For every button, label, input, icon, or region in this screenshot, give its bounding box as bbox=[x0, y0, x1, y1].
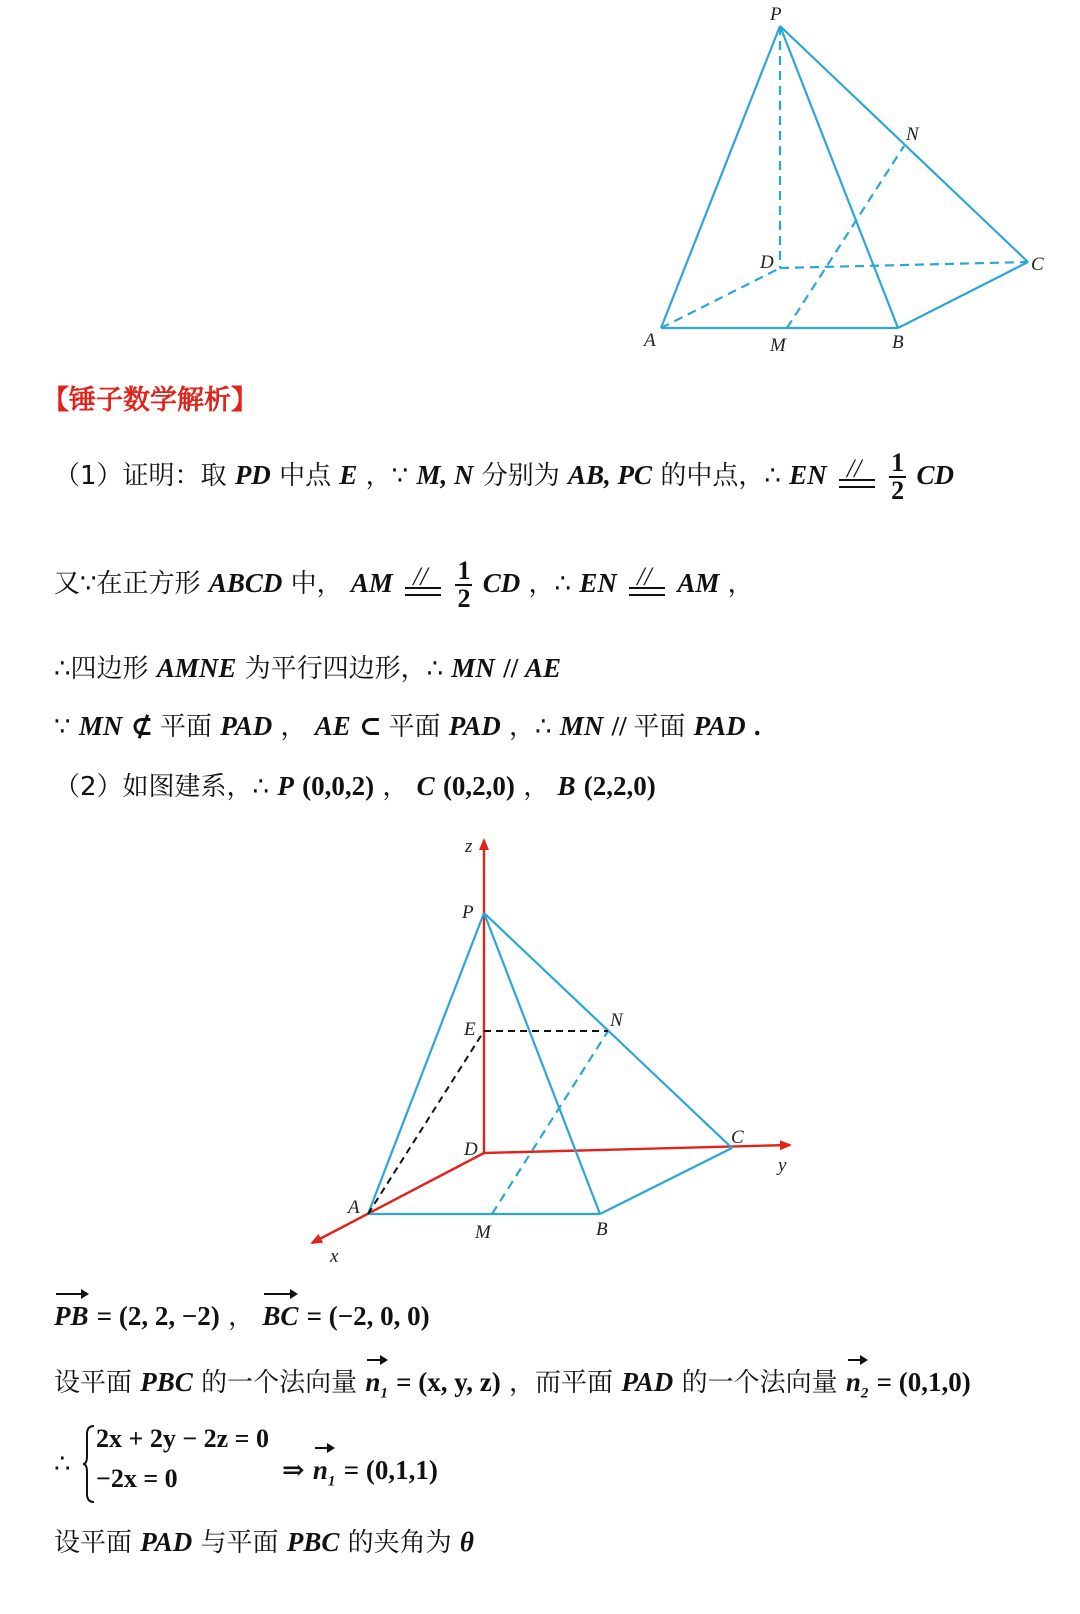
x-axis bbox=[312, 1153, 484, 1243]
equation-2: −2x = 0 bbox=[96, 1464, 178, 1493]
label-m: M bbox=[475, 1222, 491, 1243]
proof-line-3: ∴四边形 AMNE 为平行四边形，∴ MN // AE bbox=[54, 653, 561, 684]
label-c: C bbox=[1031, 254, 1044, 275]
vector-bc: BC bbox=[262, 1290, 298, 1336]
label-n: N bbox=[610, 1010, 623, 1031]
section-heading: 【锤子数学解析】 bbox=[42, 385, 258, 416]
pyramid-edges bbox=[661, 26, 1028, 328]
label-x: x bbox=[330, 1246, 339, 1267]
edge-pa bbox=[661, 26, 780, 328]
label-p: P bbox=[462, 902, 474, 923]
label-c: C bbox=[731, 1127, 744, 1148]
y-axis bbox=[484, 1145, 790, 1153]
label-p: P bbox=[770, 4, 782, 25]
label-a: A bbox=[348, 1197, 360, 1218]
segment-ae bbox=[368, 1031, 484, 1214]
fraction-half: $\frac{1}{2}$ bbox=[457, 556, 471, 613]
label-d: D bbox=[760, 252, 774, 273]
proof-line-4: ∵ MN ⊄ 平面 PAD ， AE ⊂ 平面 PAD ，∴ MN // 平面 PAD . bbox=[54, 711, 761, 742]
angle-line: 设平面 PAD 与平面 PBC 的夹角为 θ bbox=[54, 1527, 474, 1558]
pyramid-figure bbox=[0, 0, 1080, 365]
parallel-equal-symbol: // bbox=[403, 565, 443, 605]
edge-dc bbox=[780, 262, 1028, 268]
vector-n1: $n_1$ bbox=[365, 1356, 388, 1413]
vectors-line: PB = (2, 2, −2) ， BC = (−2, 0, 0) bbox=[54, 1290, 430, 1337]
label-m: M bbox=[770, 335, 786, 356]
parallel-equal-symbol: // bbox=[837, 457, 877, 497]
label-z: z bbox=[465, 836, 473, 857]
left-brace-icon bbox=[82, 1424, 96, 1504]
fraction-half: $\frac{1}{2}$ bbox=[891, 448, 905, 505]
edge-ad bbox=[661, 268, 780, 328]
equation-1: 2x + 2y − 2z = 0 bbox=[96, 1424, 269, 1453]
pyramid-edges bbox=[368, 913, 732, 1214]
part2-line-1: （2）如图建系，∴ P (0,0,2) ， C (0,2,0) ， B (2,2,0) bbox=[54, 771, 656, 802]
label-y: y bbox=[778, 1155, 787, 1176]
edge-pb bbox=[780, 26, 898, 328]
edge-bc bbox=[600, 1148, 732, 1214]
parallel-equal-symbol: // bbox=[627, 565, 667, 605]
proof-line-2: 又∵在正方形 ABCD 中， AM // $\frac{1}{2}$ CD ，∴ EN // AM ， bbox=[54, 556, 754, 613]
label-d: D bbox=[464, 1139, 478, 1160]
label-e: E bbox=[464, 1019, 476, 1040]
label-b: B bbox=[596, 1219, 608, 1240]
edge-bc bbox=[898, 262, 1028, 328]
vector-n1-result: $n_1$ bbox=[313, 1444, 336, 1501]
vector-pb: PB bbox=[54, 1290, 89, 1336]
coordinate-pyramid-figure bbox=[0, 830, 1080, 1270]
edge-pc bbox=[780, 26, 1028, 262]
label-a: A bbox=[644, 330, 656, 351]
proof-line-1: （1）证明：取 PD 中点 E ，∵ M, N 分别为 AB, PC 的中点，∴ EN // $\frac{1}{2}$ CD bbox=[54, 448, 954, 505]
result-line: ⇒ $n_1 = (0,1,1)$ bbox=[282, 1444, 438, 1501]
label-n: N bbox=[906, 124, 919, 145]
normal-vector-line: 设平面 PBC 的一个法向量 $n_1 = (x$, y, z) ，而平面 PAD 的一个法向量 $n_2 = (0,1,0)$ bbox=[54, 1356, 971, 1413]
therefore-symbol: ∴ bbox=[54, 1449, 71, 1479]
label-b: B bbox=[892, 332, 904, 353]
edge-pa bbox=[368, 913, 484, 1214]
coordinate-axes bbox=[312, 840, 790, 1243]
edge-pb bbox=[484, 913, 600, 1214]
vector-n2: $n_2$ bbox=[846, 1356, 869, 1413]
